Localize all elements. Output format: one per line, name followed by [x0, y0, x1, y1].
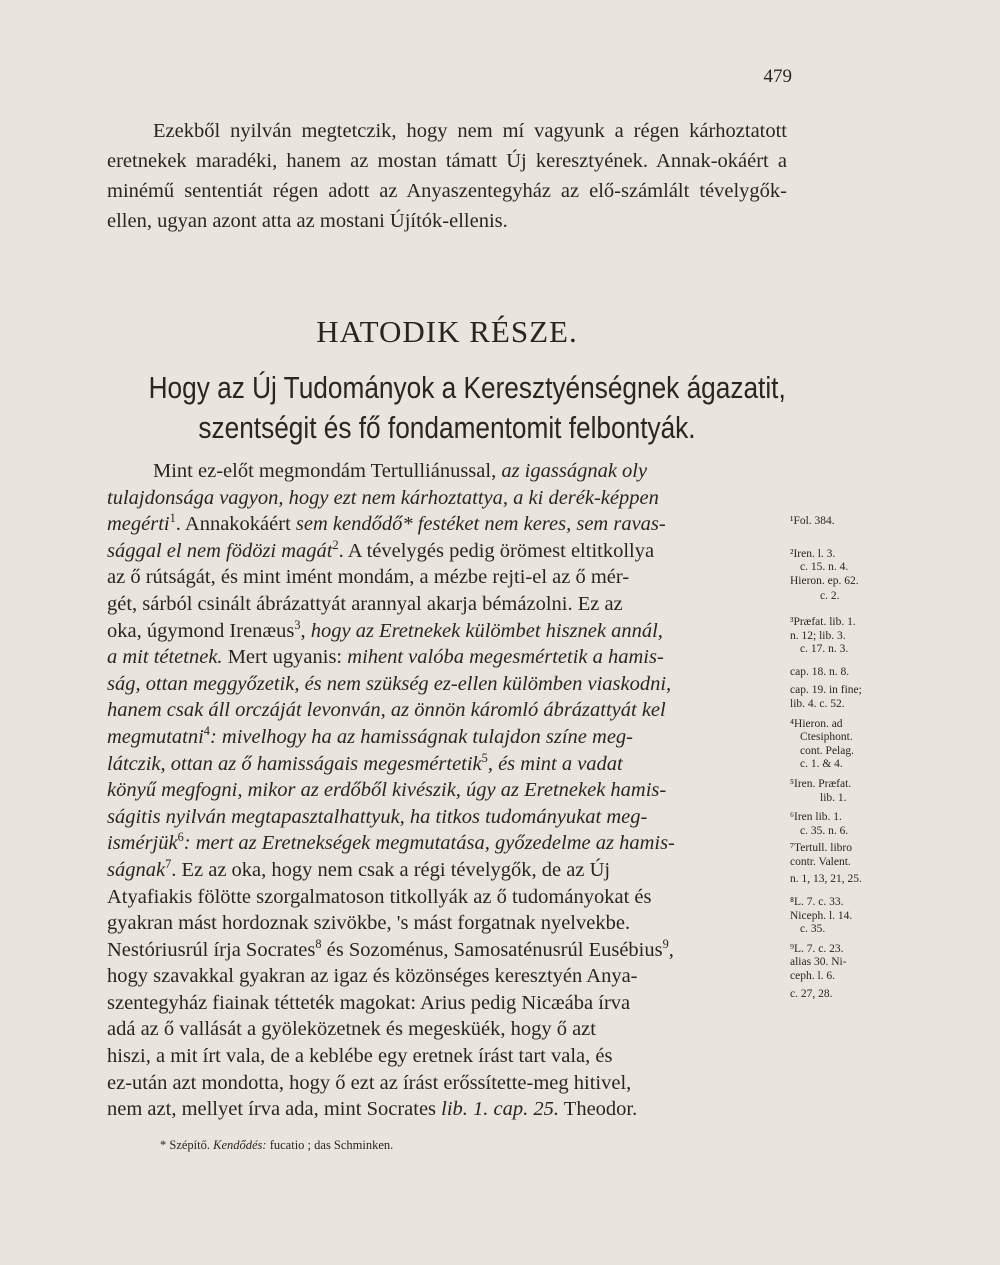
- text-line: könyű megfogni, mikor az erdőből kivészik, úgy az Eretnekek hamis-: [107, 779, 667, 802]
- margin-note: c. 2.: [820, 590, 840, 603]
- text-line: megérti$^1$. Annakokáért sem kendődő* festéket nem keres, sem ravas-: [107, 511, 666, 536]
- margin-note: contr. Valent.: [790, 855, 851, 868]
- margin-note: c. 17. n. 3.: [800, 643, 849, 656]
- margin-note: Ctesiphont.: [800, 731, 853, 744]
- margin-note: ⁷Tertull. libro: [790, 842, 852, 855]
- margin-note: c. 15. n. 4.: [800, 561, 849, 574]
- footnote-marker: * Szépítő.: [160, 1138, 210, 1152]
- margin-note: alias 30. Ni-: [790, 956, 847, 969]
- margin-note: Hieron. ep. 62.: [790, 574, 859, 587]
- margin-note: Niceph. l. 14.: [790, 909, 853, 922]
- margin-note: n. 1, 13, 21, 25.: [790, 873, 862, 886]
- footnote: [160, 1138, 720, 1153]
- margin-note: lib. 4. c. 52.: [790, 697, 845, 710]
- text-line: az ő rútságát, és mint imént mondám, a mézbe rejti-el az ő mér-: [107, 566, 630, 589]
- body-paragraph: [107, 458, 787, 1123]
- margin-note: c. 1. & 4.: [800, 758, 843, 771]
- text-line: látczik, ottan az ő hamisságais megesmértetik$^5$, és mint a vadat: [107, 750, 623, 775]
- text-line: hogy szavakkal gyakran az igaz és közönséges keresztyén Anya-: [107, 965, 638, 988]
- text-line: oka, úgymond Irenæus$^3$, hogy az Eretnekek külömbet hisznek annál,: [107, 617, 663, 642]
- text-line: ság, ottan meggyőzetik, és nem szükség ez-ellen külömben viaskodni,: [107, 672, 672, 695]
- margin-note: lib. 1.: [820, 791, 847, 804]
- margin-note: ⁶Iren lib. 1.: [790, 811, 842, 824]
- margin-note: cap. 18. n. 8.: [790, 665, 850, 678]
- text-line: Mint ez-előt megmondám Tertulliánussal, az igasságnak oly: [153, 460, 648, 482]
- text-line: hanem csak áll orczáját levonván, az önnön káromló ábrázattyát kel: [107, 699, 666, 722]
- margin-note: ²Iren. l. 3.: [790, 547, 836, 560]
- text-line: Nestóriusrúl írja Socrates$^8$ és Sozoménus, Samosaténusrúl Eusébius$^9$,: [107, 936, 674, 961]
- margin-note: ³Præfat. lib. 1.: [790, 615, 856, 628]
- margin-note: ⁵Iren. Præfat.: [790, 777, 852, 790]
- text-line: megmutatni$^4$: mivelhogy ha az hamisságnak tulajdon színe meg-: [107, 724, 633, 748]
- chapter-heading: HATODIK RÉSZE.: [316, 314, 578, 349]
- margin-note: c. 35. n. 6.: [800, 824, 849, 837]
- text-line: ismérjük$^6$: mert az Eretnekségek megmutatása, győzedelme az hamis-: [107, 830, 675, 855]
- text-line: Atyafiakis fölötte szorgalmatoson titkollyák az ő tudományokat és: [107, 885, 652, 908]
- margin-note: ceph. l. 6.: [790, 970, 836, 983]
- text-line: nem azt, mellyet írva ada, mint Socrates lib. 1. cap. 25. Theodor.: [107, 1098, 638, 1121]
- margin-note: c. 35.: [800, 923, 826, 936]
- footnote-term: Kendődés:: [213, 1138, 267, 1152]
- text-line: hiszi, a mit írt vala, de a keblébe egy eretnek írást tart vala, és: [107, 1045, 613, 1068]
- intro-text: Ezekből nyilván megtetczik, hogy nem mí vagyunk a régen kárhoztatott eretnekek maradéki, hanem az mostan támatt Új keresztyének. Annak-okáért a minémű sententiát régen adott az Anyaszentegyház az elő-számlált tévelygők-ellen, ugyan azont atta az mostani Újítók-ellenis.: [107, 120, 787, 232]
- text-line: adá az ő vallását a gyöleközetnek és megesküék, hogy ő azt: [107, 1018, 596, 1041]
- margin-note: ⁹L. 7. c. 23.: [790, 942, 844, 955]
- text-line: ságitis nyilván megtapasztalhattyuk, ha titkos tudományukat meg-: [107, 805, 648, 828]
- margin-note: c. 27, 28.: [790, 987, 833, 1000]
- text-line: szentegyház fiainak tétteték magokat: Arius pedig Nicæába írva: [107, 991, 631, 1014]
- margin-note: ⁴Hieron. ad: [790, 717, 843, 730]
- page-number: 479: [763, 66, 792, 87]
- text-line: gét, sárból csinált ábrázattyát arannyal akarja bémázolni. Ez az: [107, 592, 623, 615]
- text-line: tulajdonsága vagyon, hogy ezt nem kárhoztattya, a ki derék-képpen: [107, 486, 659, 509]
- margin-note: ⁸L. 7. c. 33.: [790, 896, 844, 909]
- margin-notes: [790, 515, 890, 1001]
- chapter-title-line: szentségit és fő fondamentomit felbontyák.: [198, 411, 696, 445]
- margin-note: n. 12; lib. 3.: [790, 629, 846, 642]
- text-line: ez-után azt mondotta, hogy ő ezt az írást erőssítette-meg hitivel,: [107, 1071, 632, 1094]
- text-line: ságnak$^7$. Ez az oka, hogy nem csak a régi tévelygők, de az Új: [107, 857, 611, 881]
- chapter-title: [148, 368, 786, 448]
- margin-note: ¹Fol. 384.: [790, 515, 835, 527]
- text-line: gyakran mást hordoznak szivökbe, 's mást forgatnak nyelvekbe.: [107, 912, 631, 935]
- text-line: sággal el nem födözi magát$^2$. A tévelygés pedig örömest eltitkollya: [107, 537, 655, 562]
- intro-paragraph: [107, 116, 787, 236]
- footnote-gloss: fucatio ; das Schminken.: [269, 1138, 394, 1152]
- chapter-title-line: Hogy az Új Tudományok a Keresztyénségnek ágazatit,: [148, 371, 786, 405]
- text-line: a mit tétetnek. Mert ugyanis: mihent valóba megesmértetik a hamis-: [107, 646, 664, 669]
- margin-note: cont. Pelag.: [800, 744, 854, 757]
- margin-note: cap. 19. in fine;: [790, 684, 862, 697]
